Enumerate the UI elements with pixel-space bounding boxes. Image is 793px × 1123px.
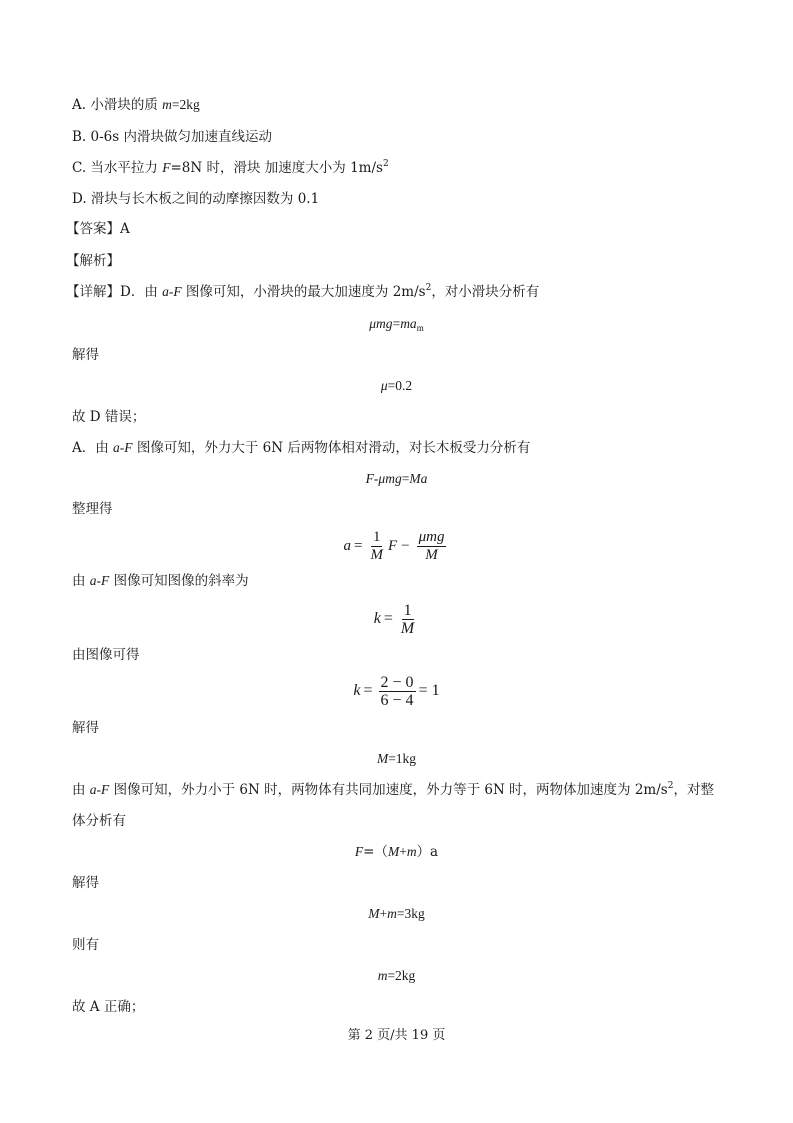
- analysis-label: 【解析】: [66, 253, 120, 269]
- fraction-slope: $\frac{1}{M}$: [400, 601, 415, 637]
- option-c: C. 当水平拉力 F=8N 时，滑块 加速度大小为 $1m/s^2$: [72, 159, 389, 176]
- option-d: D. 滑块与长木板之间的动摩擦因数为 0.1: [72, 191, 320, 207]
- fraction-slope-value: $\frac{2 - 0}{6 - 4}$: [380, 673, 414, 709]
- thus-label: 则有: [72, 937, 99, 953]
- option-a: A. 小滑块的质 m=2kg: [72, 97, 200, 113]
- conclusion-a: 故 A 正确；: [72, 999, 145, 1015]
- equation-friction: $\mu mg=ma_m$: [369, 316, 424, 333]
- equation-board-force: F-μmg=Ma: [365, 471, 428, 486]
- option-b: B. 0-6s 内滑块做匀加速直线运动: [72, 129, 272, 145]
- equation-slope: k = $\frac{1}{M}$: [373, 601, 415, 637]
- equation-total-mass: M+m=3kg: [368, 906, 425, 921]
- detail-line: 【详解】D．由 a-F 图像可知，小滑块的最大加速度为 $2m/s^2$，对小滑块分析有: [66, 283, 540, 300]
- answer-line: [66, 220, 130, 238]
- equation-mu: μ=0.2: [380, 378, 413, 393]
- slope-intro: 由 a-F 图像可知图像的斜率为: [72, 573, 249, 589]
- equation-whole-system: F=（M+m）a: [354, 844, 439, 860]
- equation-block-mass: m=2kg: [377, 968, 416, 983]
- answer-value: A: [120, 221, 130, 237]
- equation-slope-value: k = $\frac{2 - 0}{6 - 4}$ = 1: [353, 673, 440, 709]
- solve-label-1: 解得: [72, 347, 99, 363]
- solve-label-2: 解得: [72, 720, 99, 736]
- whole-analysis-line: 体分析有: [72, 813, 126, 829]
- equation-board-mass: M=1kg: [376, 751, 417, 766]
- conclusion-d: 故 D 错误；: [72, 409, 146, 425]
- analysis-a-line: A．由 a-F 图像可知，外力大于 6N 后两物体相对滑动，对长木板受力分析有: [72, 440, 531, 456]
- equation-accel-formula: a = $\frac{1}{M}$ F − $\frac{\text{μmg}}{M}$: [343, 528, 445, 563]
- rearrange-label: 整理得: [72, 501, 113, 517]
- fraction-1-over-m: $\frac{1}{M}$: [370, 528, 383, 563]
- fraction-mumg-over-m: $\frac{\text{μmg}}{M}$: [418, 528, 445, 563]
- solve-label-3: 解得: [72, 875, 99, 891]
- common-accel-line: 由 a-F 图像可知，外力小于 6N 时，两物体有共同加速度，外力等于 6N 时，两物体加速度为 $2m/s^2$，对整: [72, 781, 714, 798]
- page-footer: 第 2 页/共 19 页: [347, 1028, 446, 1043]
- answer-label: 【答案】: [66, 221, 120, 237]
- from-graph-label: 由图像可得: [72, 647, 140, 663]
